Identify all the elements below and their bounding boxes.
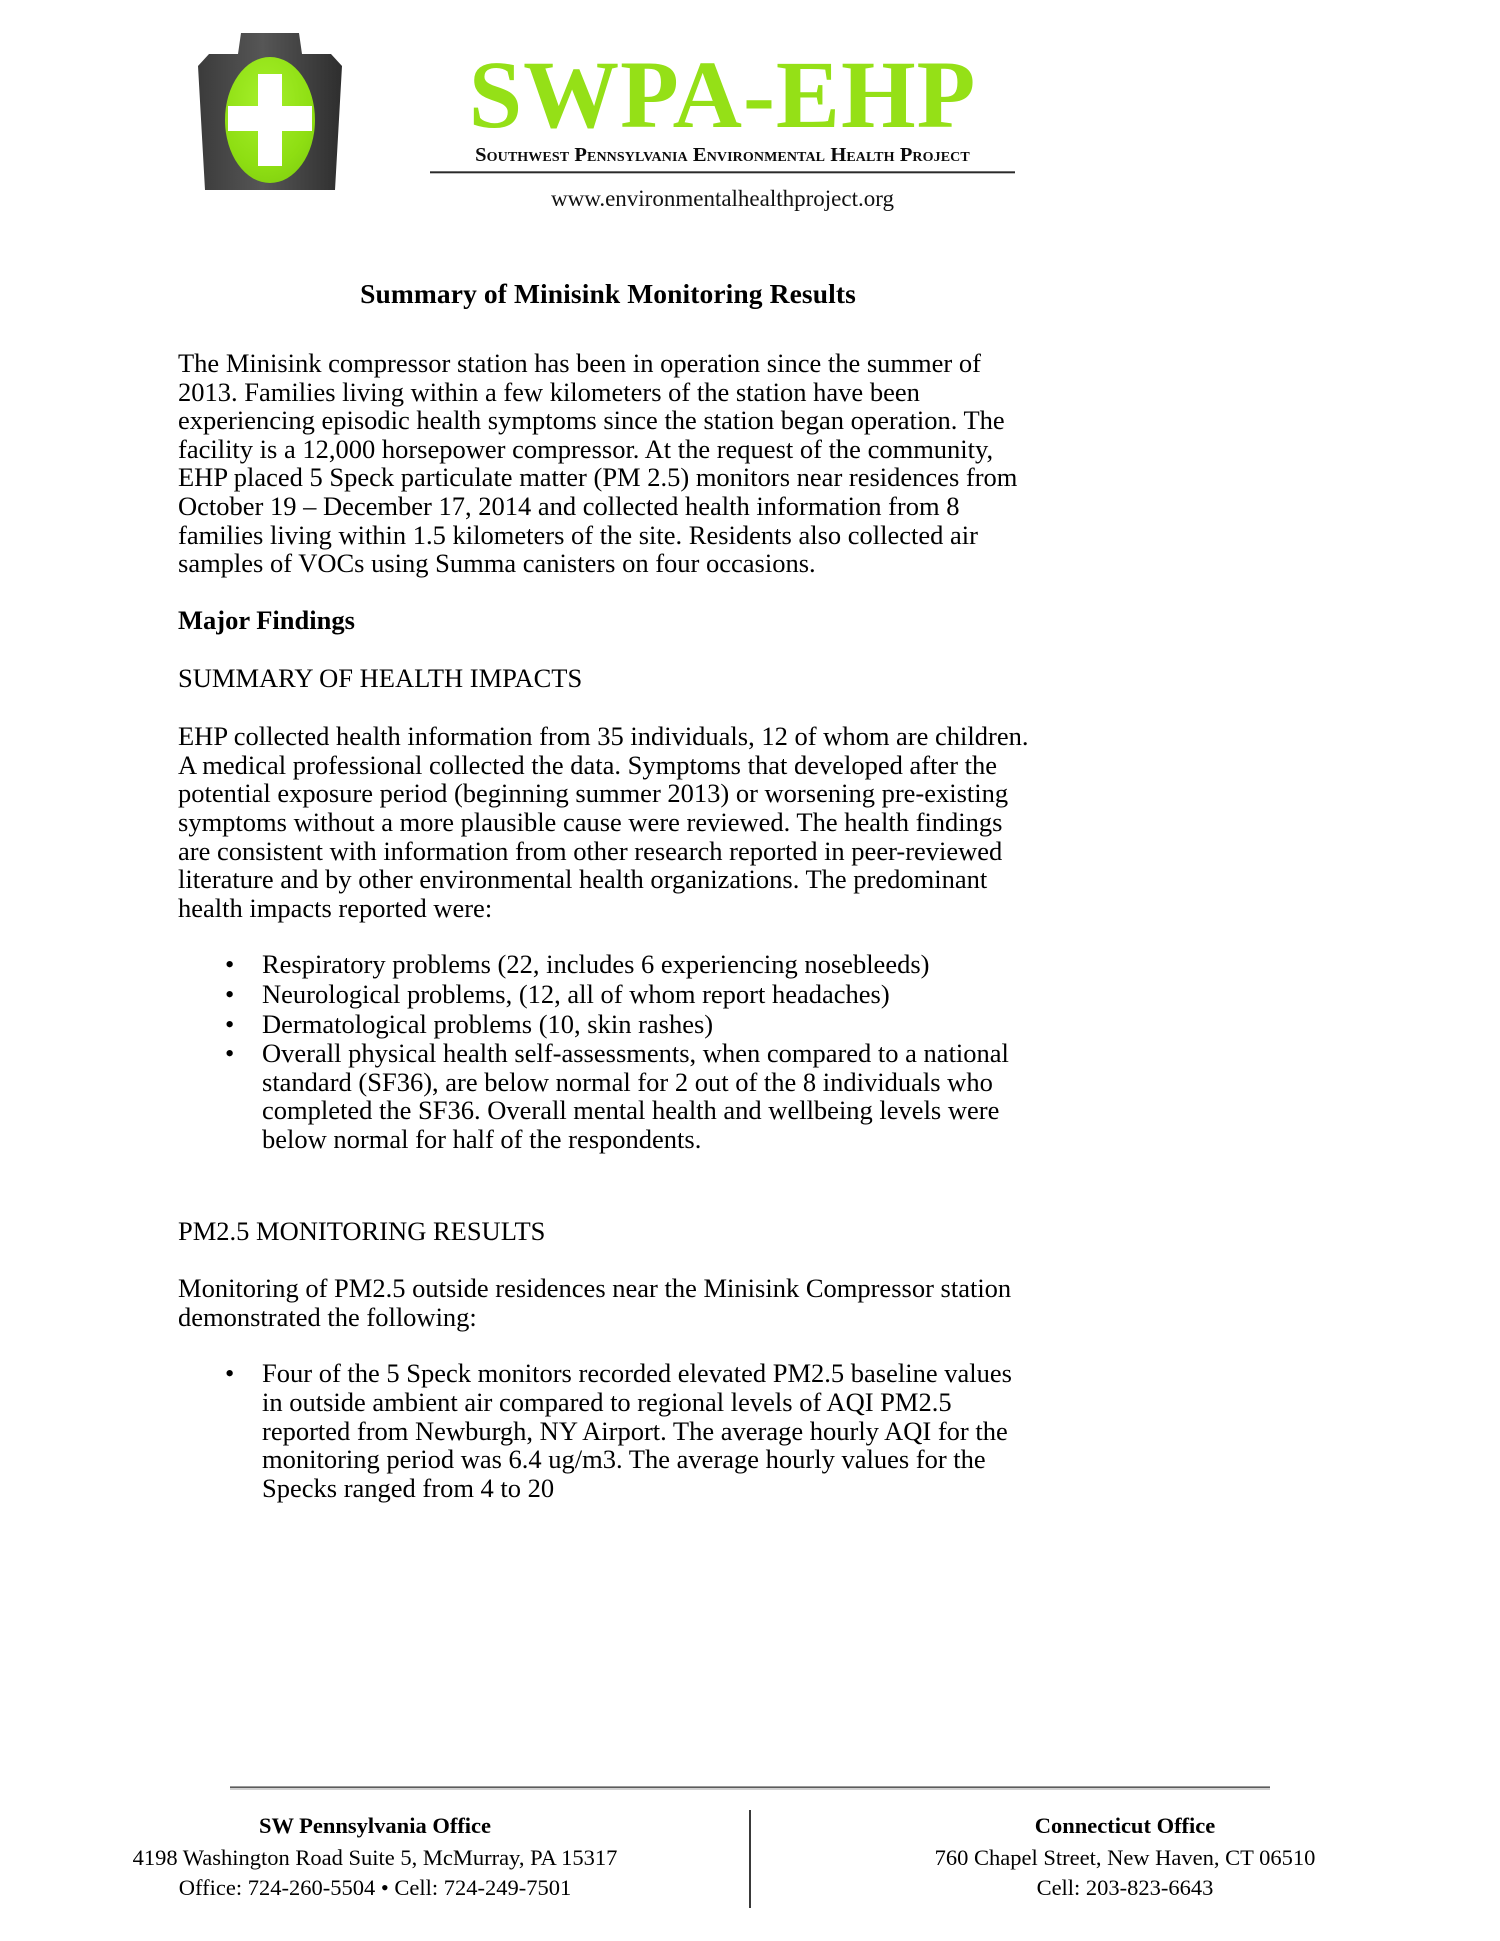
office-name: SW Pennsylvania Office [258,1813,492,1838]
list-item [178,1039,1038,1153]
list-item-text: Overall physical health self-assessments, when compared to a national standard (SF36), are below normal for 2 out of the 8 individuals who completed the SF36. Overall mental health and wellbeing levels were below normal for half of the respondents. [262,1038,1009,1155]
office-name: Connecticut Office [1034,1813,1216,1838]
footer-offices [0,1811,1500,1902]
office-contact: Office: 724-260-5504 • Cell: 724-249-7501 [178,1874,572,1900]
footer-office-sw-pennsylvania [0,1811,750,1902]
health-impacts-paragraph: EHP collected health information from 35 individuals, 12 of whom are children. A medical professional collected the data. Symptoms that developed after the potential exposure period (beginning summer 2013) or worsening pre-existing symptoms without a more plausible cause were reviewed. The health findings are consistent with information from other research reported in peer-reviewed literature and by other environmental health organizations. The predominant health impacts reported were: [178,721,1029,923]
pm25-paragraph: Monitoring of PM2.5 outside residences near the Minisink Compressor station demonstrated the following: [178,1273,1012,1332]
pm25-bullet-list [178,1359,1038,1502]
brand-website-url: www.environmentalhealthproject.org [551,186,894,212]
keystone-logo-icon [185,30,355,195]
brand-tagline: Southwest Pennsylvania Environmental Health Project [475,144,970,167]
health-impacts-bullet-list [178,950,1038,1153]
list-item [178,1010,1038,1039]
footer-office-connecticut [750,1811,1500,1902]
list-item [178,980,1038,1009]
health-impacts-heading: SUMMARY OF HEALTH IMPACTS [178,663,583,694]
brand-name: SWPA-EHP [468,41,977,148]
list-item-text: Neurological problems, (12, all of whom report headaches) [262,978,890,1009]
document-footer [0,1786,1500,1941]
brand-text-block [430,41,1015,212]
list-item [178,1359,1038,1502]
document-header [0,0,1500,245]
office-contact: Cell: 203-823-6643 [1036,1874,1214,1900]
brand-divider-rule [430,171,1015,174]
office-address: 4198 Washington Road Suite 5, McMurray, PA 15317 [132,1845,618,1871]
page-title: Summary of Minisink Monitoring Results [360,278,856,309]
list-item-text: Four of the 5 Speck monitors recorded elevated PM2.5 baseline values in outside ambient air compared to regional levels of AQI PM2.5 reported from Newburgh, NY Airport. The average hourly AQI for the monitoring period was 6.4 ug/m3. The average hourly values for the Specks ranged from 4 to 20 [262,1358,1012,1503]
intro-paragraph: The Minisink compressor station has been in operation since the summer of 2013. Families living within a few kilometers of the station have been experiencing episodic health symptoms since the station began operation. The facility is a 12,000 horsepower compressor. At the request of the community, EHP placed 5 Speck particulate matter (PM 2.5) monitors near residences from October 19 – December 17, 2014 and collected health information from 8 families living within 1.5 kilometers of the site. Residents also collected air samples of VOCs using Summa canisters on four occasions. [178,348,1018,579]
bullet-glyph-icon: • [225,949,235,980]
office-address: 760 Chapel Street, New Haven, CT 06510 [934,1845,1316,1871]
list-item-text: Dermatological problems (10, skin rashes) [262,1008,714,1039]
bullet-glyph-icon: • [225,1008,235,1039]
pm25-monitoring-heading: PM2.5 MONITORING RESULTS [178,1215,546,1246]
bullet-glyph-icon: • [225,1358,235,1389]
major-findings-heading: Major Findings [178,604,355,635]
list-item-text: Respiratory problems (22, includes 6 experiencing nosebleeds) [262,949,930,980]
bullet-glyph-icon: • [225,1038,235,1069]
footer-divider-rule [230,1786,1270,1790]
document-body [178,278,1038,1504]
keystone-medical-cross-icon [185,30,355,195]
list-item [178,950,1038,979]
organization-logo-lockup [185,18,1015,218]
bullet-glyph-icon: • [225,978,235,1009]
section-spacer [178,1155,1038,1217]
